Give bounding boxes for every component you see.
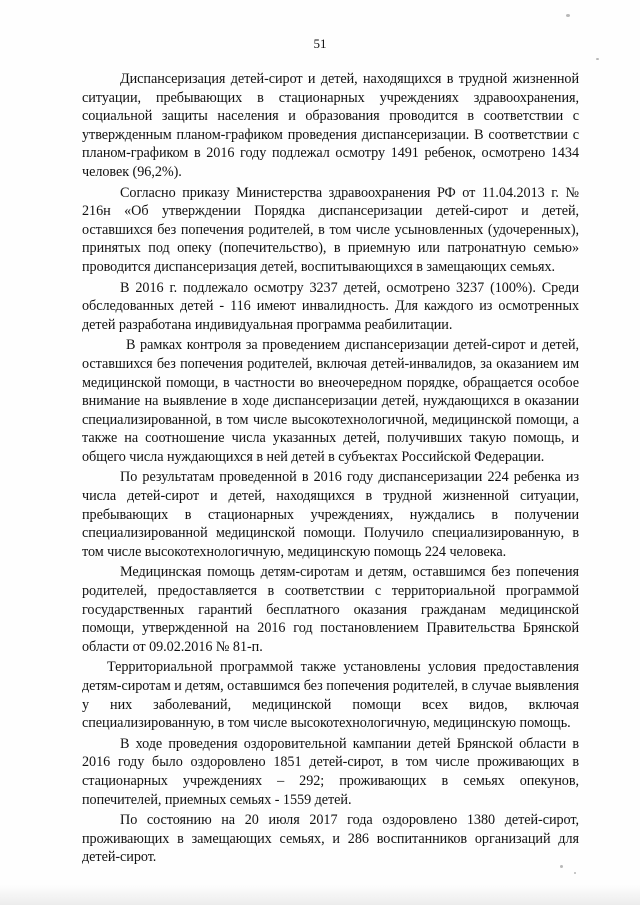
paragraph-results: По результатам проведенной в 2016 году диспансеризации 224 ребенка из числа детей-сирот и детей, находящихся в трудной жизненной ситуации, пребывающих в стационарных учреждениях, нуждались в получении специализированной медицинской помощи. Получило специализированную, в том числе высокотехнологичную, медицинскую помощь 224 человека. — [82, 469, 579, 560]
paragraph-order-216n: Согласно приказу Министерства здравоохранения РФ от 11.04.2013 г. № 216н «Об утверждении Порядка диспансеризации детей-сирот и детей, оставшихся без попечения родителей, в том числе усыновленных (удочеренных), принятых под опеку (попечительство), в приемную или патронатную семью» проводится диспансеризация детей, воспитывающихся в замещающих семьях. — [82, 184, 579, 275]
paragraph-july-2017: По состоянию на 20 июля 2017 года оздоровлено 1380 детей-сирот, проживающих в замещающих семьях, и 286 воспитанников организаций для детей-сирот. — [82, 812, 579, 866]
paragraph-territorial-program: Территориальной программой также установлены условия предоставления детям-сиротам и детям, оставшимся без попечения родителей, в случае выявления у них заболеваний, медицинской помощи всех видов, включая специализированную, в том числе высокотехнологичную, медицинскую помощь. — [82, 659, 579, 732]
paragraph-health-campaign: В ходе проведения оздоровительной кампании детей Брянской области в 2016 году было оздоровлено 1851 детей-сирот, в том числе проживающих в стационарных учреждениях – 292; проживающих в семьях опекунов, попечителей, приемных семьях - 1559 детей. — [82, 735, 579, 808]
scan-bottom-edge — [0, 885, 640, 905]
paragraph-2016-exams: В 2016 г. подлежало осмотру 3237 детей, осмотрено 3237 (100%). Среди обследованных детей - 116 имеют инвалидность. Для каждого из осмотренных детей разработана индивидуальная программа реабилитации. — [82, 279, 579, 333]
document-body — [82, 70, 579, 869]
scan-speck — [566, 14, 570, 17]
scan-speck — [560, 865, 563, 868]
scan-speck — [596, 58, 599, 60]
scan-speck — [574, 872, 576, 874]
paragraph-control: В рамках контроля за проведением диспансеризации детей-сирот и детей, оставшихся без попечения родителей, включая детей-инвалидов, за оказанием им медицинской помощи, в частности во внеочередном порядке, обращается особое внимание на выявление в ходе диспансеризации детей, нуждающихся в оказании специализированной, в том числе высокотехнологичной, медицинской помощи, а также на соотношение числа указанных детей, получивших такую помощь, и общего числа нуждающихся в ней детей в субъектах Российской Федерации. — [82, 337, 579, 465]
paragraph-dispensarization: Диспансеризация детей-сирот и детей, находящихся в трудной жизненной ситуации, пребывающих в стационарных учреждениях здравоохранения, социальной защиты населения и образования проводится в соответствии с утвержденным планом-графиком проведения диспансеризации. В соответствии с планом-графиком в 2016 году подлежал осмотру 1491 ребенок, осмотрено 1434 человек (96,2%). — [82, 71, 579, 180]
page-number: 51 — [313, 36, 327, 51]
paragraph-medical-care: Медицинская помощь детям-сиротам и детям, оставшимся без попечения родителей, предоставляется в соответствии с территориальной программой государственных гарантий бесплатного оказания гражданам медицинской помощи, утвержденной на 2016 год постановлением Правительства Брянской области от 09.02.2016 № 81-п. — [82, 564, 579, 655]
